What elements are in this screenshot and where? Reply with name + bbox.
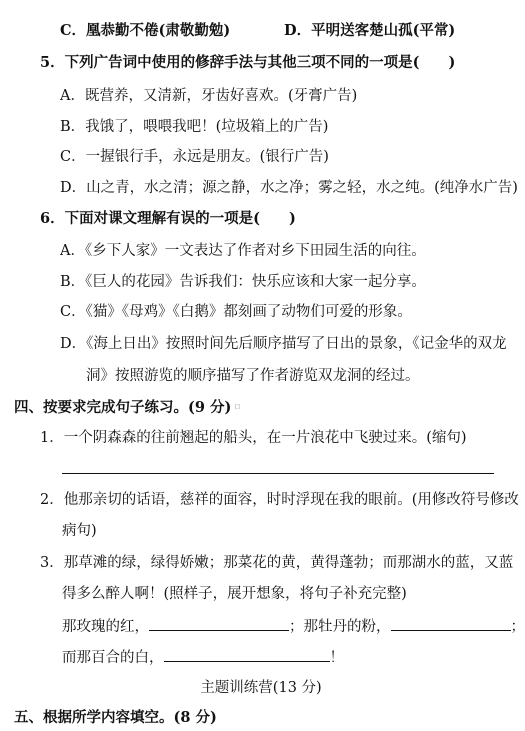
section-4-question-3-line1: 3．那草滩的绿，绿得娇嫩；那菜花的黄，黄得蓬勃；而那湖水的蓝，又蓝 — [40, 555, 514, 571]
question-6-option-d-line1: D．《海上日出》按照时间先后顺序描写了日出的景象，《记金华的双龙 — [60, 336, 507, 352]
question-6-option-a: A．《乡下人家》一文表达了作者对乡下田园生活的向往。 — [60, 243, 426, 259]
blank-lily[interactable] — [164, 647, 330, 662]
fill-in-line-1 — [62, 616, 525, 637]
section-5-heading: 五、根据所学内容填空。(8 分) — [14, 709, 217, 726]
section-4-heading — [14, 398, 240, 418]
section-4-title: 四、按要求完成句子练习。(9 分) — [14, 399, 232, 416]
question-5-option-a: A．既营养，又清新，牙齿好喜欢。(牙膏广告) — [60, 88, 358, 104]
question-6-option-c: C．《猫》《母鸡》《白鹅》都刻画了动物们可爱的形象。 — [60, 304, 412, 320]
blank-peony[interactable] — [391, 616, 511, 631]
question-5-stem: 5．下列广告词中使用的修辞手法与其他三项不同的一项是( ) — [40, 54, 456, 71]
section-4-question-2-line2: 病句) — [62, 523, 97, 539]
fill-prompt-rose: 那玫瑰的红， — [62, 619, 149, 635]
answer-line[interactable] — [62, 473, 494, 474]
section-4-question-3-line2: 得多么醉人啊！(照样子，展开想象，将句子补充完整) — [62, 586, 407, 602]
fill-punct-exclaim: ！ — [329, 650, 344, 666]
question-5-option-c: C．一握银行手，永远是朋友。(银行广告) — [60, 149, 329, 165]
stray-mark: 口 — [234, 404, 241, 411]
q4-option-c: C．凰恭勤不倦(肃敬勤勉) — [60, 22, 231, 39]
blank-rose[interactable] — [149, 616, 289, 631]
question-6-stem: 6．下面对课文理解有误的一项是( ) — [40, 210, 296, 227]
question-5-option-d: D．山之青，水之清；源之静，水之净；雾之轻，水之纯。(纯净水广告) — [60, 180, 518, 196]
fill-punct-semicolon: ； — [510, 619, 525, 635]
question-6-option-d-line2: 洞》按照游览的顺序描写了作者游览双龙洞的经过。 — [86, 368, 420, 384]
question-6-option-b: B．《巨人的花园》告诉我们：快乐应该和大家一起分享。 — [60, 274, 426, 290]
fill-prompt-peony: ；那牡丹的粉， — [289, 619, 391, 635]
q4-option-d: D．平明送客楚山孤(平常) — [284, 22, 456, 39]
fill-prompt-lily: 而那百合的白， — [62, 650, 164, 666]
fill-in-line-2 — [62, 647, 344, 668]
section-4-question-1: 1．一个阴森森的往前翘起的船头，在一片浪花中飞驶过来。(缩句) — [40, 430, 467, 446]
question-5-option-b: B．我饿了，喂喂我吧！(垃圾箱上的广告) — [60, 119, 329, 135]
theme-training-heading: 主题训练营(13 分) — [200, 680, 322, 696]
section-4-question-2-line1: 2．他那亲切的话语，慈祥的面容，时时浮现在我的眼前。(用修改符号修改 — [40, 492, 519, 508]
